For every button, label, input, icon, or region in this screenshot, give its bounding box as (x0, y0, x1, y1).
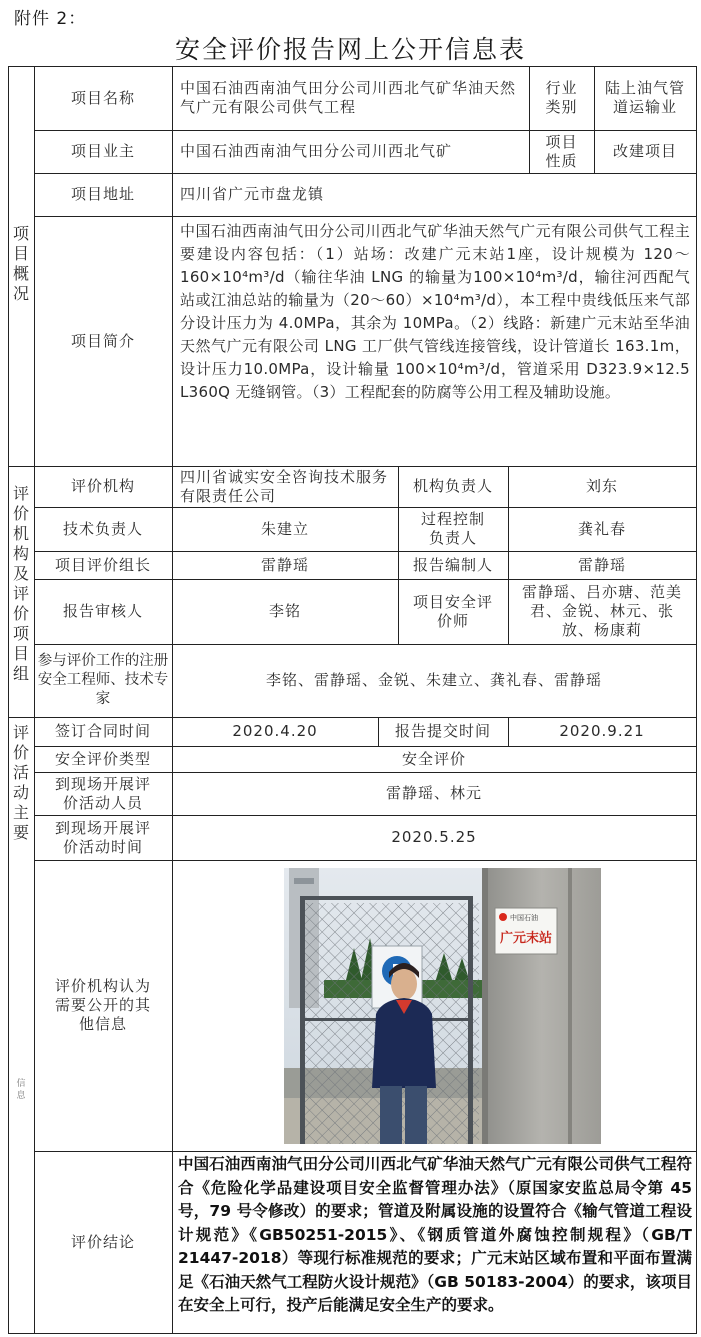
project-address-value: 四川省广元市盘龙镇 (180, 185, 325, 203)
site-photo (284, 868, 601, 1144)
project-intro-value: 中国石油西南油气田分公司川西北气矿华油天然气广元有限公司供气工程主要建设内容包括：（1）站场：改建广元末站1座，设计规模为 120～160×10⁴m³/d（输往华油 LNG 的输量为100×10⁴m³/d，输往河西配气站或江油总站的输量为（20～60）×10⁴m³/d），本工程中贵线低压来气部分设计压力为 4.0MPa，其余为 10MPa。（2）线路：新建广元末站至华油天然气广元有限公司 LNG 工厂供气管线连接管线，设计管道长 163.1m，设计压力10.0MPa，设计输量 100×10⁴m³/d，管道采用 D323.9×12.5 L360Q 无缝钢管。（3）工程配套的防腐等公用工程及辅助设施。 (180, 222, 690, 401)
section-overview-label: 项目概况 (12, 224, 29, 303)
report-compiler-value: 雷静瑶 (577, 555, 626, 574)
process-control-label: 过程控制负责人 (420, 510, 485, 547)
assessment-type-value: 安全评价 (401, 749, 466, 768)
report-reviewer-value: 李铭 (268, 602, 301, 620)
info-table (8, 66, 697, 1334)
project-nature-value: 改建项目 (612, 142, 677, 160)
tech-lead-label: 技术负责人 (62, 519, 143, 538)
other-info-label: 评价机构认为需要公开的其他信息 (54, 977, 151, 1033)
team-leader-value: 雷静瑶 (260, 555, 309, 574)
station-sign-company: 中国石油 (510, 914, 538, 922)
assessment-type-label: 安全评价类型 (54, 749, 151, 768)
process-control-value: 龚礼春 (577, 519, 626, 538)
page-title: 安全评价报告网上公开信息表 (174, 35, 526, 64)
team-leader-label: 项目评价组长 (54, 555, 151, 574)
contract-date-value: 2020.4.20 (232, 722, 318, 740)
section-activity-label: 评价活动主要 (12, 723, 29, 842)
attachment-label: 附件 2： (14, 9, 87, 29)
submit-date-value: 2020.9.21 (559, 722, 645, 740)
safety-assessor-label: 项目安全评价师 (412, 592, 493, 630)
agency-org-label: 评价机构 (70, 477, 135, 495)
project-intro-label: 项目简介 (70, 331, 135, 350)
site-time-label: 到现场开展评价活动时间 (54, 818, 151, 856)
safety-assessor-value: 雷静瑶、吕亦瑭、范美君、金锐、林元、张放、杨康莉 (521, 583, 682, 639)
engineers-label: 参与评价工作的注册安全工程师、技术专家 (37, 653, 169, 707)
agency-head-label: 机构负责人 (412, 477, 493, 495)
site-staff-label: 到现场开展评价活动人员 (54, 774, 151, 812)
project-owner-label: 项目业主 (70, 142, 135, 160)
industry-label: 行业类别 (545, 79, 578, 116)
section-activity-small-label: 信息 (16, 1079, 26, 1101)
project-address-label: 项目地址 (70, 185, 135, 203)
project-name-label: 项目名称 (70, 88, 135, 107)
engineers-value: 李铭、雷静瑶、金锐、朱建立、龚礼春、雷静瑶 (265, 671, 602, 689)
agency-org-value: 四川省诚实安全咨询技术服务有限责任公司 (180, 467, 389, 505)
submit-date-label: 报告提交时间 (394, 722, 491, 740)
site-staff-value: 雷静瑶、林元 (385, 784, 482, 802)
site-time-value: 2020.5.25 (391, 828, 477, 846)
conclusion-label: 评价结论 (70, 1232, 135, 1251)
project-nature-label: 项目性质 (545, 132, 578, 170)
station-sign-name: 广元末站 (500, 931, 553, 946)
report-compiler-label: 报告编制人 (412, 555, 493, 574)
project-name-value: 中国石油西南油气田分公司川西北气矿华油天然气广元有限公司供气工程 (180, 79, 517, 116)
agency-head-value: 刘东 (585, 477, 618, 495)
report-reviewer-label: 报告审核人 (62, 602, 143, 620)
section-agency-label: 评价机构及评价项目组 (12, 484, 29, 683)
tech-lead-value: 朱建立 (260, 519, 309, 538)
industry-value: 陆上油气管道运输业 (604, 79, 685, 116)
project-owner-value: 中国石油西南油气田分公司川西北气矿 (180, 142, 453, 160)
conclusion-text: 中国石油西南油气田分公司川西北气矿华油天然气广元有限公司供气工程符合《危险化学品建设项目安全监督管理办法》（原国家安监总局令第 45 号，79 号令修改）的要求；管道及附属设施的设置符合《输气管道工程设计规范》《GB50251-2015》、《钢质管道外腐蚀控制规程》（GB/T 21447-2018）等现行标准规范的要求；广元末站区域布置和平面布置满足《石油天然气工程防火设计规范》（GB 50183-2004）的要求，该项目在安全上可行，投产后能满足安全生产的要求。 (178, 1155, 692, 1314)
contract-date-label: 签订合同时间 (54, 722, 151, 740)
